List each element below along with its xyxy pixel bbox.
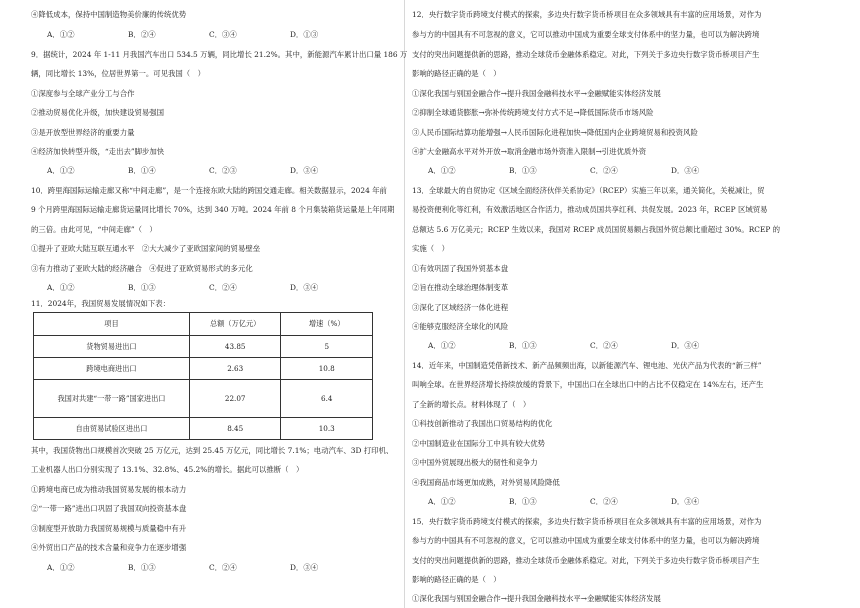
option-c: C．②④ [590,166,618,175]
question-15-text: 参与方的中国具有不可忽视的意义，它可以推动中国成为重要全球支付体系中的坚力量，也可以为解决跨境 [412,536,760,545]
option-a: A．①② [47,30,75,39]
statement: ①有效巩固了我国外贸基本盘 [412,264,509,273]
table-cell: 8.45 [189,418,281,440]
answer-options [47,166,333,176]
statement: ①科技创新推动了我国出口贸易结构的优化 [412,419,553,428]
column-divider [404,0,405,608]
statement: ④我国商品市场更加成熟，对外贸易风险降低 [412,478,560,487]
question-13-text: 实施（ ） [412,244,449,253]
option-a: A．①② [47,166,75,175]
option-c: C．②③ [209,166,237,175]
table-cell: 2.63 [189,358,281,380]
option-a: A．①② [47,563,75,572]
question-14-text: 了全新的增长点。材料体现了（ ） [412,400,531,409]
question-10-text: 10．跨里海国际运输走廊又称“中间走廊”，是一个连接东欧大陆的跨国交通走廊。相关数据显示，2024 年前 [31,186,387,195]
answer-options [47,30,333,40]
option-a: A．①② [428,497,456,506]
statement: ④外贸出口产品的技术含量和竞争力在逐步增强 [31,543,187,552]
question-12-text: 12．央行数字货币跨境支付模式的探索，多边央行数字货币桥项目在众多领域具有丰富的应用场景，对作为 [412,10,762,19]
option-d: D．③④ [671,341,700,350]
option-c: C．②④ [590,341,618,350]
table-row [34,380,373,418]
option-d: D．①③ [290,30,319,39]
statement: ②抑制全球通货膨胀→弥补传统跨境支付方式不足→降低国际货币市场风险 [412,108,654,117]
table-cell-text: 我国对共建“一带一路”国家进出口 [57,393,166,403]
option-b: B．①③ [128,563,156,572]
question-12-text: 支付的突出问题提供新的思路，推动全球货币金融体系稳定。对此，下列关于多边央行数字货币桥项目产生 [412,50,760,59]
option-b: B．①④ [128,166,156,175]
answer-options [428,341,714,351]
option-a: A．①② [428,341,456,350]
statement: ③有力推动了亚欧大陆的经济融合 ④促进了亚欧贸易形式的多元化 [31,264,253,273]
question-15-text: 支付的突出问题提供新的思路，推动全球货币金融体系稳定。对此，下列关于多边央行数字货币桥项目产生 [412,556,760,565]
table-header: 项目 [34,313,190,336]
statement: ①提升了亚欧大陆互联互通水平 ②大大减少了亚欧国家间的贸易壁垒 [31,244,261,253]
table-cell: 43.85 [189,336,281,358]
statement: ②旨在推动全球治理体制变革 [412,283,509,292]
table-cell: 跨境电商进出口 [34,358,190,380]
option-d: D．③④ [671,497,700,506]
statement: ①深度参与全球产业分工与合作 [31,89,135,98]
statement: ①深化我国与别国金融合作→提升我国金融科技水平→金融赋能实体经济发展 [412,594,661,603]
option-b: B．①③ [509,341,537,350]
table-cell: 10.8 [281,358,373,380]
table-cell: 自由贸易试验区进出口 [34,418,190,440]
question-11-text: 11．2024年，我国贸易发展情况如下表： [31,299,171,308]
question-12-text: 影响的路径正确的是（ ） [412,69,501,78]
option-b: B．①③ [509,166,537,175]
table-cell: 5 [281,336,373,358]
option-c: C．②④ [209,563,237,572]
question-13-text: 总额达 5.6 万亿美元；RCEP 生效以来，我国对 RCEP 成员国贸易额占我国外贸总额比重超过 30%。RCEP 的 [412,225,781,234]
option-d: D．③④ [290,166,319,175]
option-a: A．①② [47,283,75,292]
question-15-text: 15．央行数字货币跨境支付模式的探索，多边央行数字货币桥项目在众多领域具有丰富的应用场景，对作为 [412,517,762,526]
question-11-text: 其中，我国货物出口规模首次突破 25 万亿元，达到 25.45 万亿元，同比增长 7.1%；电动汽车、3D 打印机、 [31,446,394,455]
answer-options [47,283,333,293]
question-10-text: 9 个月跨里海国际运输走廊货运量同比增长 70%，达到 340 万吨。2024 年前 8 个月集装箱货运量是上年同期 [31,205,395,214]
option-b: B．②④ [128,30,156,39]
option-b: B．①③ [128,283,156,292]
answer-options [428,497,714,507]
question-9-text: 9．据统计，2024 年 1-11 月我国汽车出口 534.5 万辆，同比增长 21.2%。其中，新能源汽车累计出口量 186 万 [31,50,408,59]
question-9-text: 辆，同比增长 13%，位居世界第一。可见我国（ ） [31,69,205,78]
table-header: 总额（万亿元） [189,313,281,336]
table-cell: 10.3 [281,418,373,440]
answer-options [47,563,333,573]
statement: ①深化我国与别国金融合作→提升我国金融科技水平→金融赋能实体经济发展 [412,89,661,98]
trade-table [33,312,373,440]
option-b: B．①③ [509,497,537,506]
table-cell: 22.07 [189,380,281,418]
table-cell [34,380,190,418]
option-d: D．③④ [671,166,700,175]
statement: ③人民币国际结算功能增强→人民币国际化进程加快→降低国内企业跨境贸易和投资风险 [412,128,698,137]
option-c: C．③④ [209,30,237,39]
option-c: C．②④ [209,283,237,292]
table-cell: 6.4 [281,380,373,418]
statement: ④扩大金融高水平对外开放→取消金融市场外资准入限制→引进优质外资 [412,147,647,156]
answer-options [428,166,714,176]
option-d: D．③④ [290,563,319,572]
statement: ③中国外贸展现出极大的韧性和竞争力 [412,458,538,467]
option-a: A．①② [428,166,456,175]
statement: ③是开放型世界经济的重要力量 [31,128,135,137]
statement: ②“一带一路”进出口巩固了我国双向投资基本盘 [31,504,187,513]
statement: ①跨境电商已成为推动我国贸易发展的根本动力 [31,485,187,494]
question-14-text: 叫响全球。在世界经济增长持续放缓的背景下，中国出口在全球出口中的占比不仅稳定在 14%左右，还产生 [412,380,764,389]
table-header-row [34,313,373,336]
question-14-text: 14．近年来，中国制造凭借新技术、新产品频频出海，以新能源汽车、锂电池、光伏产品为代表的“新三样” [412,361,762,370]
question-15-text: 影响的路径正确的是（ ） [412,575,501,584]
question-10-text: 的三倍。由此可见，“中间走廊”（ ） [31,225,157,234]
table-row [34,336,373,358]
table-row [34,358,373,380]
option-statement: ④降低成本，保持中国制造物美价廉的传统优势 [31,10,187,19]
statement: ③深化了区域经济一体化进程 [412,303,509,312]
statement: ④经济加快转型升级，“走出去”脚步加快 [31,147,165,156]
question-13-text: 易投资便利化等红利，有效激活地区合作活力，推动成员国共享红利、共促发展。2023 年，RCEP 区域贸易 [412,205,768,214]
question-12-text: 参与方的中国具有不可忽视的意义，它可以推动中国成为重要全球支付体系中的坚力量，也可以为解决跨境 [412,30,760,39]
statement: ②推动贸易优化升级，加快建设贸易强国 [31,108,165,117]
table-header: 增速（%） [281,313,373,336]
option-d: D．③④ [290,283,319,292]
statement: ②中国制造业在国际分工中具有较大优势 [412,439,546,448]
option-c: C．②④ [590,497,618,506]
table-row [34,418,373,440]
table-cell: 货物贸易进出口 [34,336,190,358]
statement: ④能够克服经济全球化的风险 [412,322,509,331]
question-11-text: 工业机器人出口分别实现了 13.1%、32.8%、45.2%的增长。据此可以推断（ ） [31,465,304,474]
question-13-text: 13．全球最大的自贸协定《区域全面经济伙伴关系协定》（RCEP）实施三年以来，通关简化，关税减让，贸 [412,186,765,195]
statement: ③制度型开放助力我国贸易规模与质量稳中有升 [31,524,187,533]
